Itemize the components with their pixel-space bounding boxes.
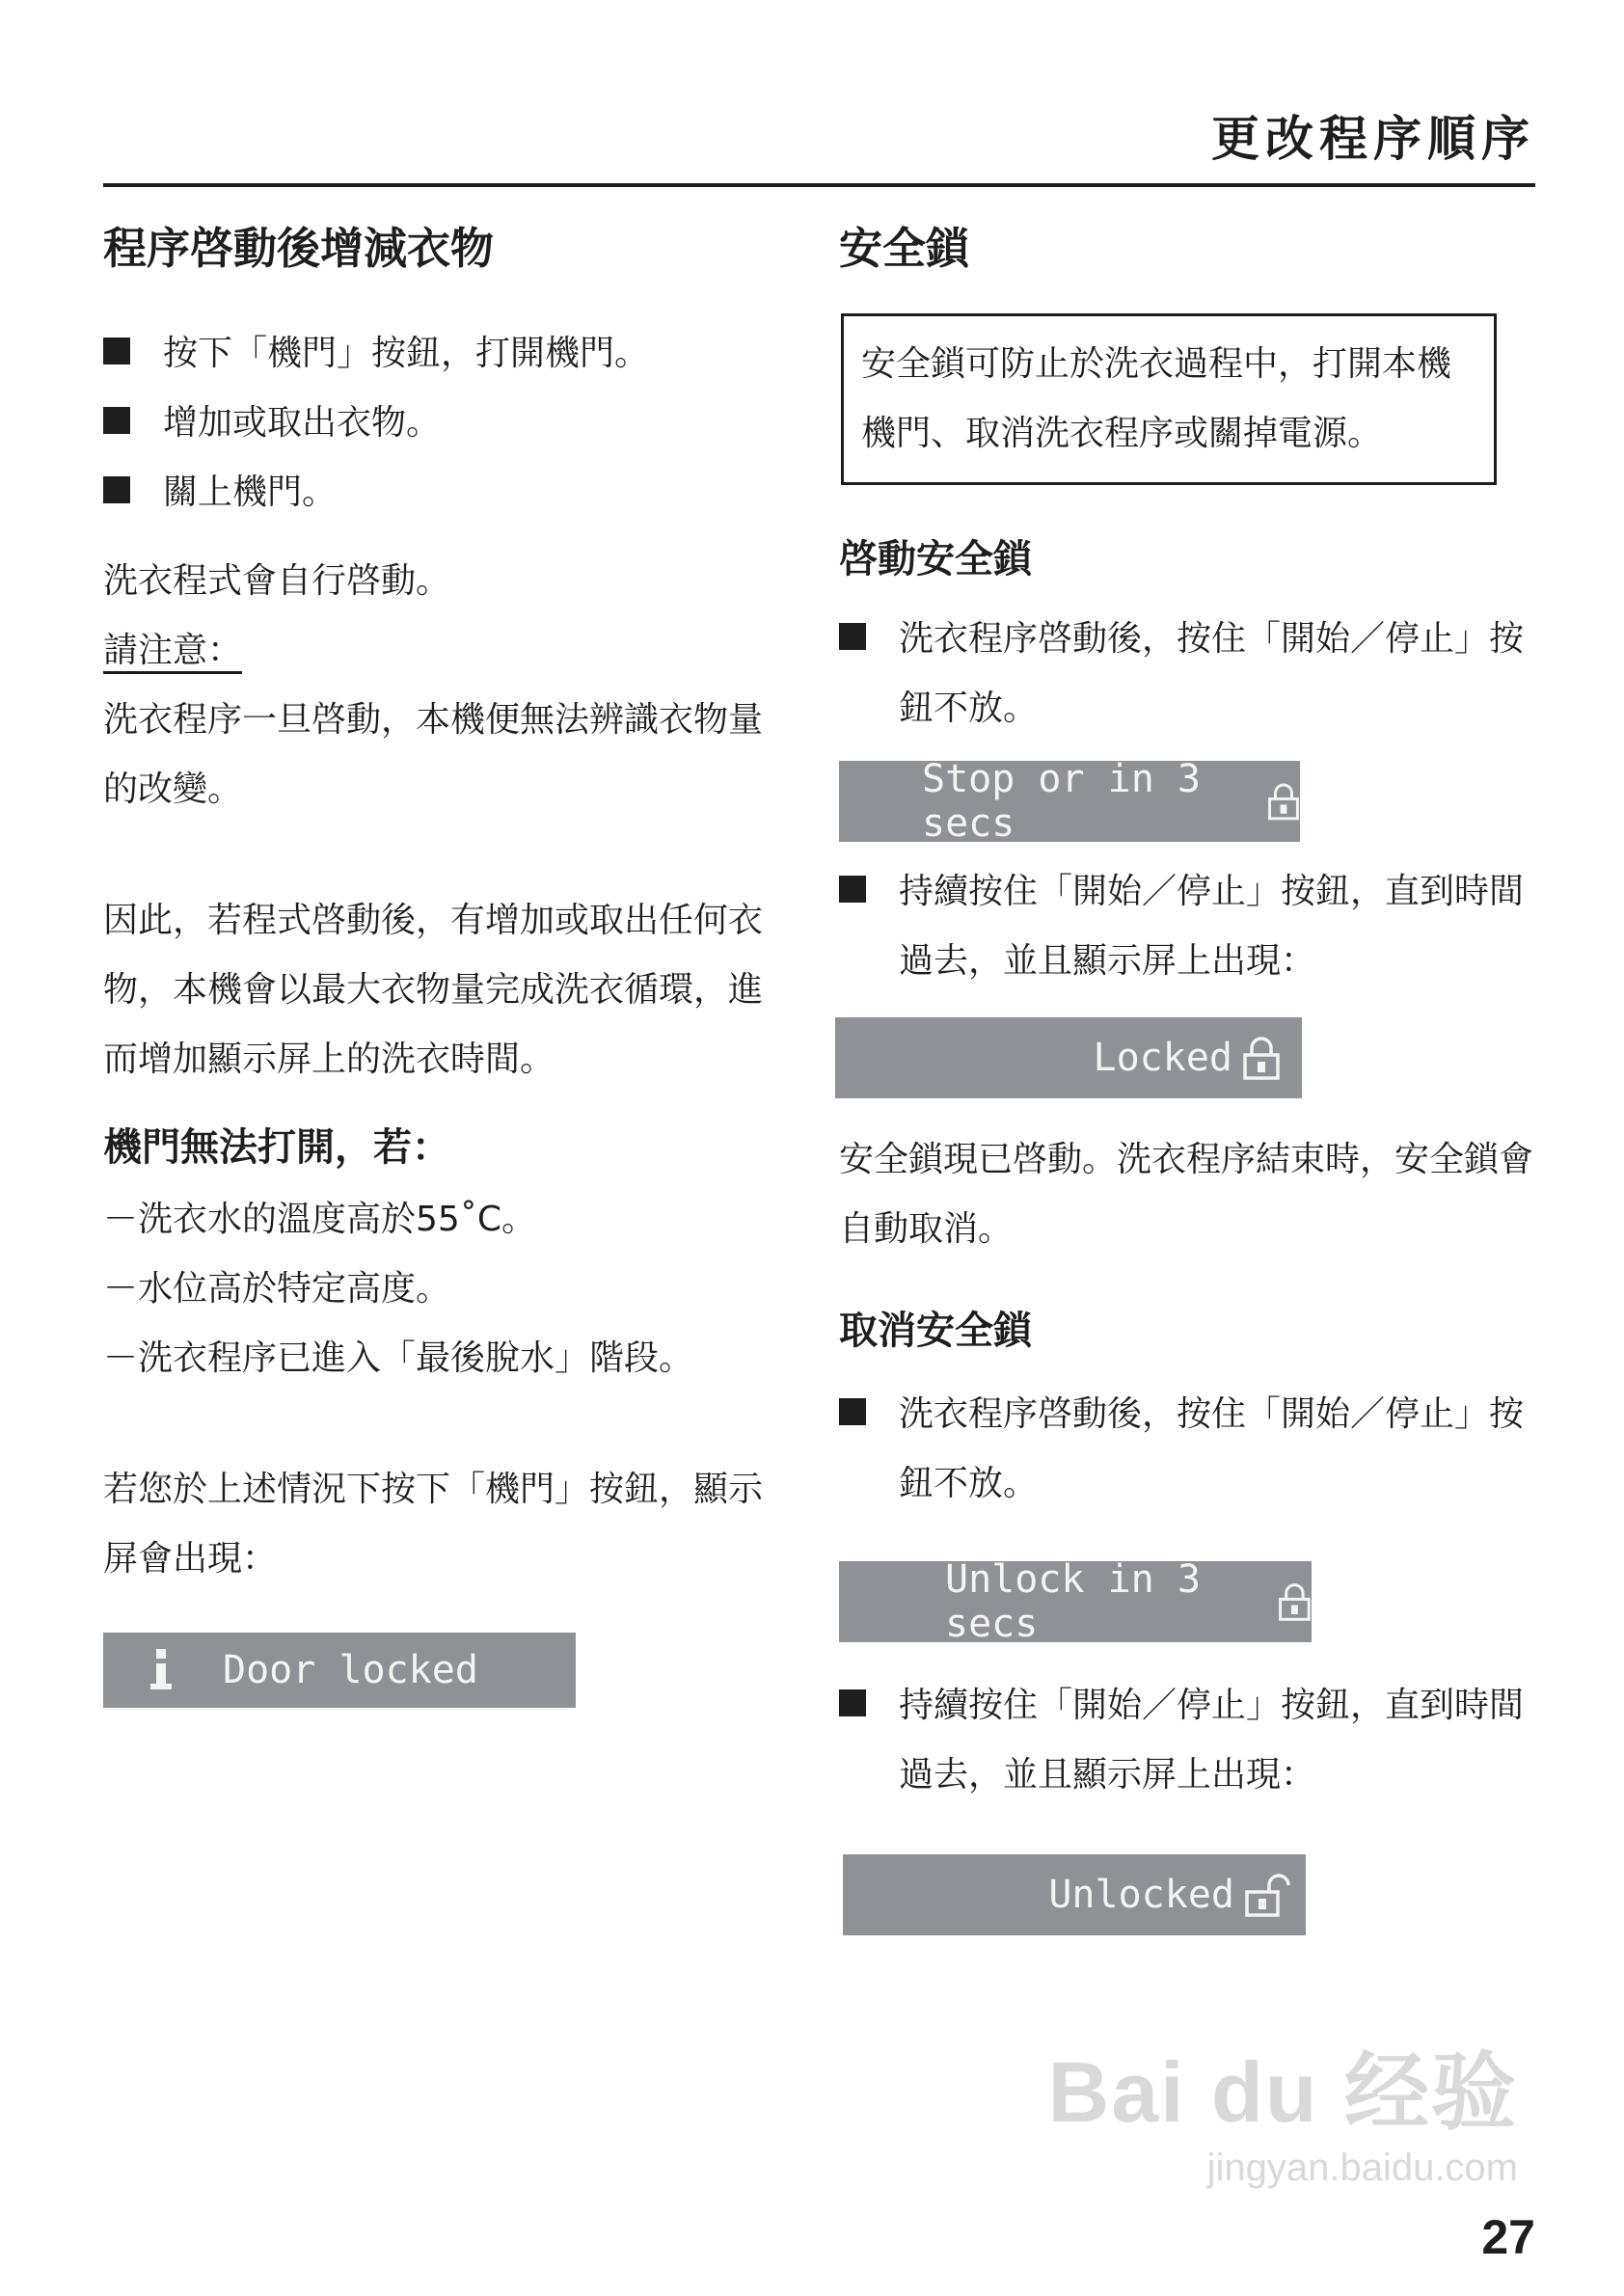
therefore-text: 因此，若程式啓動後，有增加或取出任何衣物，本機會以最大衣物量完成洗衣循環，進而增加顯示屏上的洗衣時間。 [103,900,764,1079]
lock-icon [1267,779,1300,824]
info-box [841,313,1497,485]
auto-start-text: 洗衣程式會自行啓動。 [103,560,451,601]
right-column [839,220,1538,1935]
display-text: Door locked [223,1647,478,1692]
if-pressed-text: 若您於上述情況下按下「機門」按鈕，顯示屏會出現： [103,1469,764,1579]
info-icon [149,1649,173,1691]
list-item: － 洗衣水的溫度高於55˚C。 [103,1185,778,1255]
lock-icon [1278,1580,1312,1624]
info-box-text: 安全鎖可防止於洗衣過程中，打開本機機門、取消洗衣程序或關掉電源。 [861,343,1452,453]
list-item: － 水位高於特定高度。 [103,1255,778,1324]
list-item: 持續按住「開始／停止」按鈕，直到時間過去，並且顯示屏上出現： [839,857,1538,996]
watermark [1048,2025,1518,2190]
watermark-url: jingyan.baidu.com [1206,2147,1518,2189]
display-text: Stop or in 3 secs [922,756,1201,846]
section-heading-safety-lock: 安全鎖 [839,223,970,274]
watermark-brand: Bai du 经验 [1047,2044,1518,2140]
note-label: 請注意： [103,630,243,670]
header-rule [103,183,1535,187]
activate-steps [839,605,1538,743]
note-text: 洗衣程序一旦啓動，本機便無法辨識衣物量的改變。 [103,699,764,809]
door-heading: 機門無法打開，若： [103,1124,450,1170]
display-stop-or-in-3-secs [839,756,1300,846]
conditions-list [103,1185,778,1393]
cancel-steps [839,1380,1538,1519]
cancel-heading: 取消安全鎖 [839,1308,1032,1353]
list-item: 洗衣程序啓動後，按住「開始／停止」按鈕不放。 [839,605,1538,743]
display-unlock-in-3-secs [839,1556,1312,1646]
display-text: Unlock in 3 secs [945,1556,1201,1646]
list-item: 按下「機門」按鈕，打開機門。 [103,319,778,389]
cancel-steps-continued [839,1671,1538,1810]
left-column [103,220,778,1708]
list-item: － 洗衣程序已進入「最後脫水」階段。 [103,1324,778,1393]
list-item: 洗衣程序啓動後，按住「開始／停止」按鈕不放。 [839,1380,1538,1519]
lock-icon [1242,1036,1281,1080]
page-number: 27 [1481,2210,1535,2264]
list-item: 持續按住「開始／停止」按鈕，直到時間過去，並且顯示屏上出現： [839,1671,1538,1810]
list-item: 增加或取出衣物。 [103,389,778,458]
display-text: Unlocked [1048,1872,1234,1917]
activated-text: 安全鎖現已啓動。洗衣程序結束時，安全鎖會自動取消。 [839,1139,1534,1249]
display-door-locked [103,1633,576,1708]
page-header-title: 更改程序順序 [1211,111,1535,167]
unlocked-icon [1244,1873,1290,1917]
display-locked [835,1017,1302,1098]
display-unlocked [843,1854,1306,1935]
activate-heading: 啓動安全鎖 [839,536,1032,581]
activate-steps-continued [839,857,1538,996]
display-text: Locked [1093,1035,1232,1080]
section-heading-add-remove-laundry: 程序啓動後增減衣物 [103,223,495,274]
steps-list [103,319,778,527]
list-item: 關上機門。 [103,458,778,527]
